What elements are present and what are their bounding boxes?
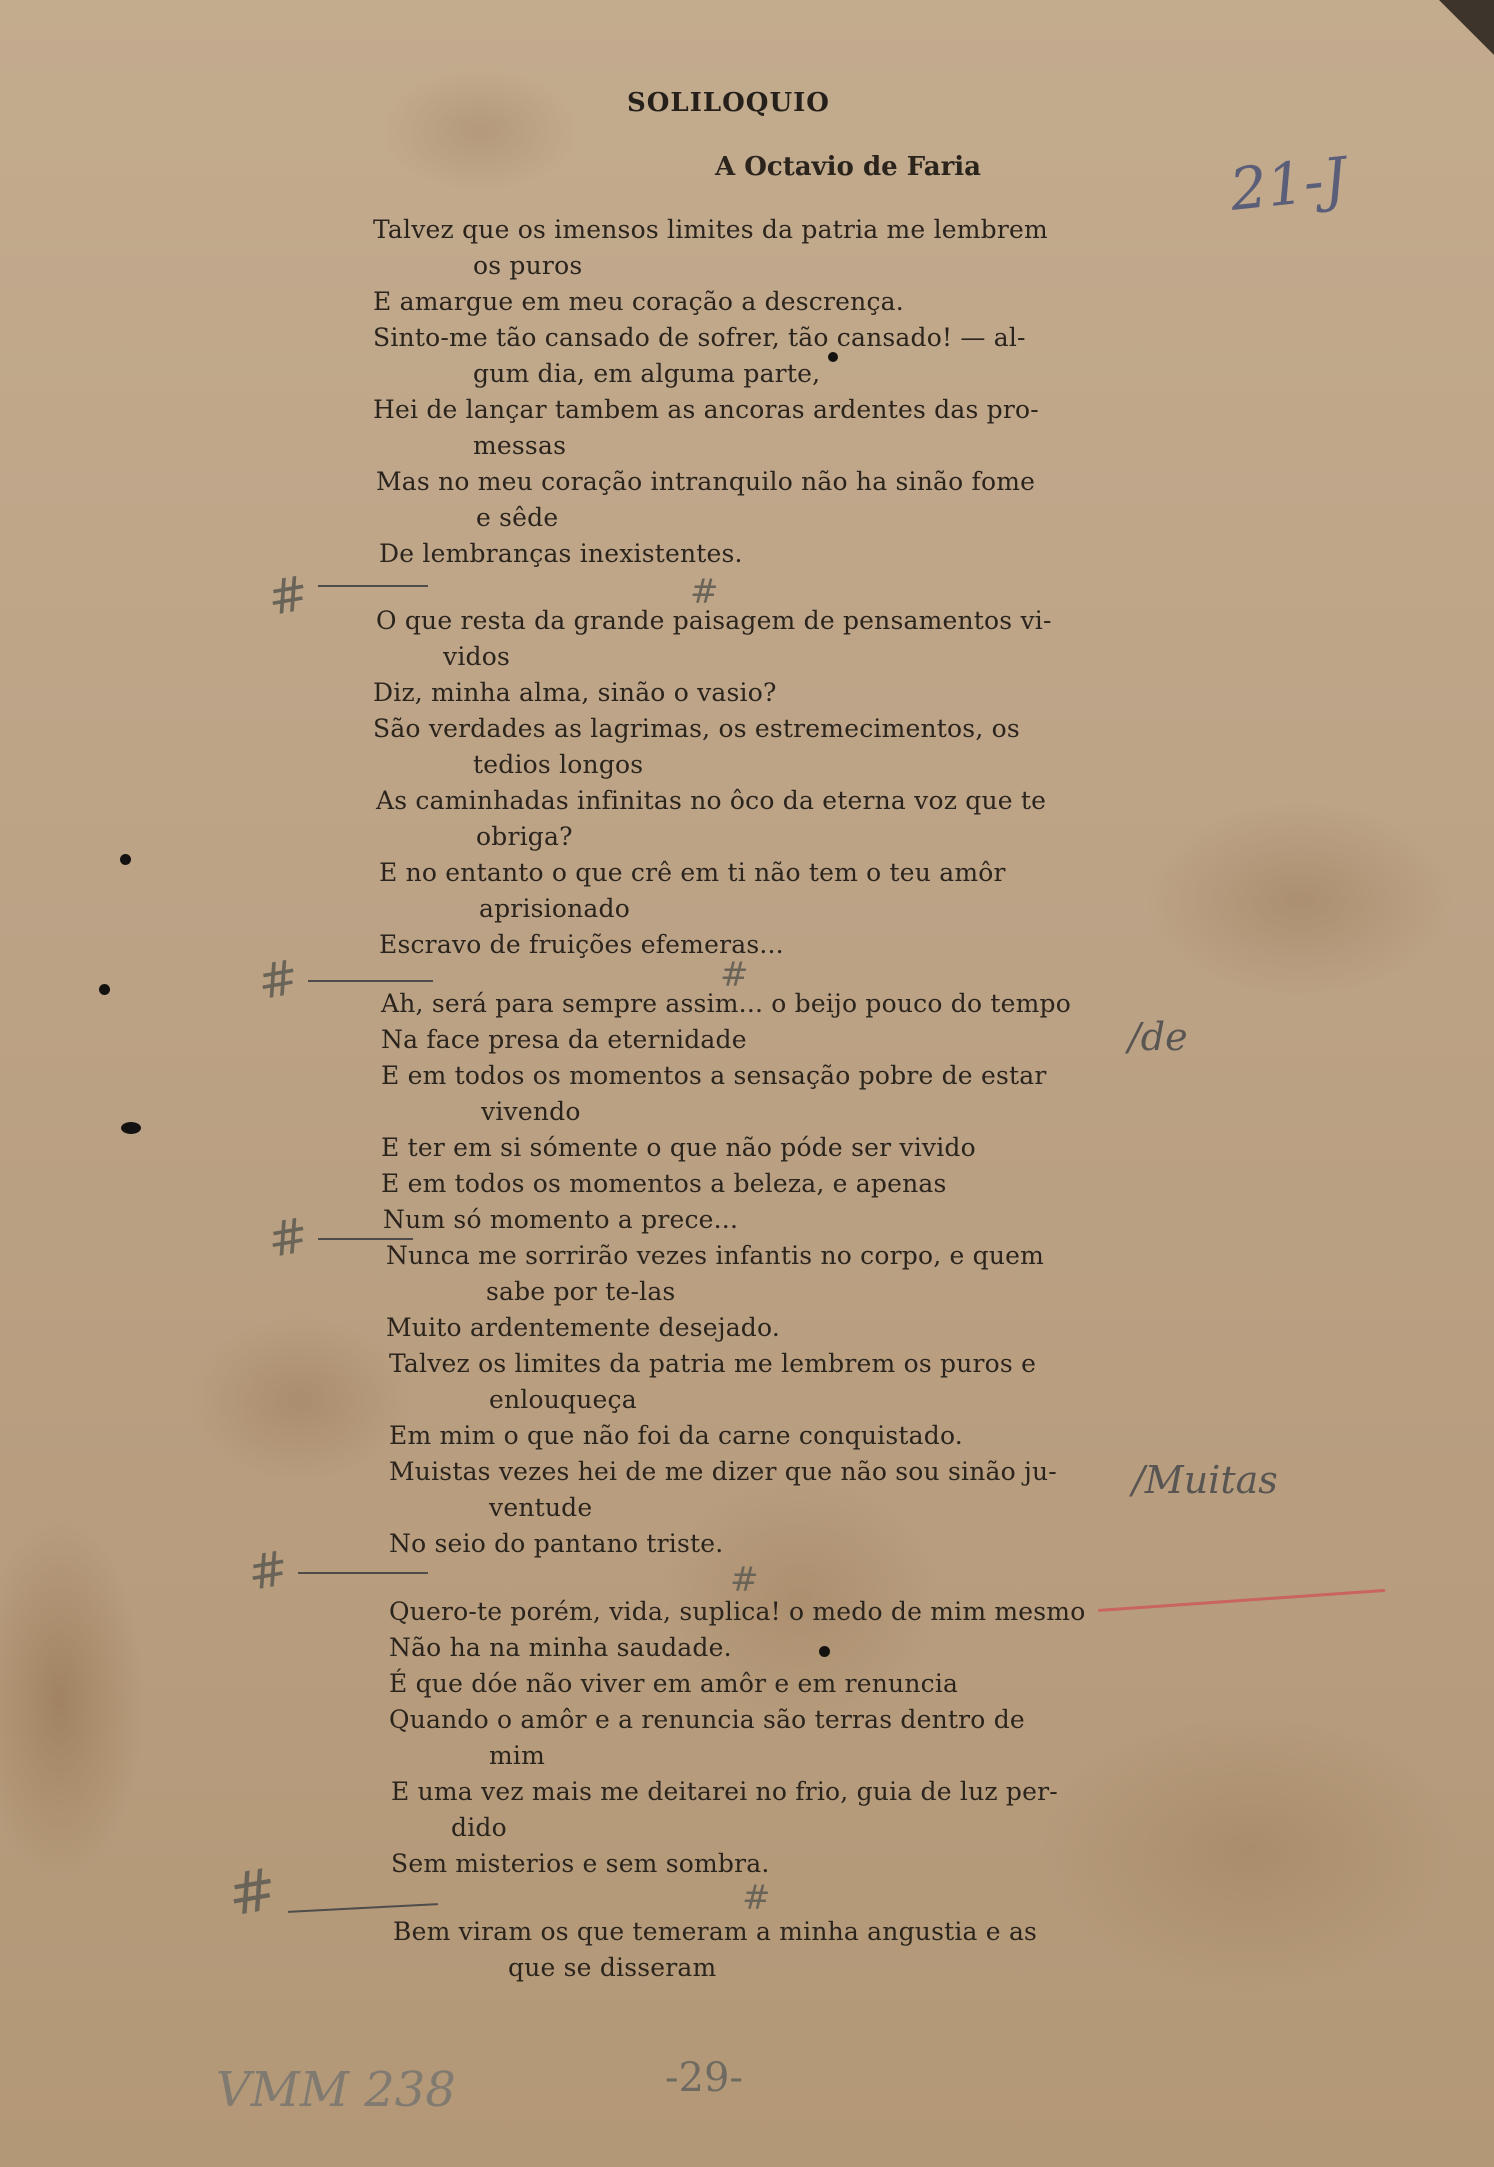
poem-line: Nunca me sorrirão vezes infantis no corpo, e quem	[386, 1241, 1045, 1270]
poem-line: Hei de lançar tambem as ancoras ardentes das pro-	[373, 395, 1039, 424]
catalog-note: 21-J	[1226, 144, 1350, 224]
stanza-mark-icon: #	[742, 1878, 771, 1918]
poem-line: ventude	[489, 1493, 593, 1522]
poem-line: E no entanto o que crê em ti não tem o teu amôr	[379, 858, 1006, 887]
stanza-divider	[288, 1903, 438, 1913]
poem-line: Sem misterios e sem sombra.	[391, 1849, 770, 1878]
poem-line: Mas no meu coração intranquilo não ha sinão fome	[376, 467, 1036, 496]
poem-line: enlouqueça	[489, 1385, 637, 1414]
poem-line: Quando o amôr e a renuncia são terras dentro de	[389, 1705, 1025, 1734]
poem-line: Quero-te porém, vida, suplica! o medo de mim mesmo	[389, 1597, 1086, 1626]
ink-dot	[120, 854, 131, 865]
stanza-mark-icon: #	[690, 572, 719, 612]
poem-line: e sêde	[476, 503, 559, 532]
archive-call-number: VMM 238	[216, 2062, 456, 2118]
poem-line: São verdades as lagrimas, os estremecimentos, os	[373, 714, 1020, 743]
ink-dot	[121, 1122, 141, 1134]
poem-line: E em todos os momentos a sensação pobre de estar	[381, 1061, 1047, 1090]
poem-line: Bem viram os que temeram a minha angustia e as	[393, 1917, 1038, 1946]
poem-line: Escravo de fruições efemeras...	[379, 930, 784, 959]
poem-line: É que dóe não viver em amôr e em renuncia	[389, 1669, 959, 1698]
poem-line: obriga?	[476, 822, 573, 851]
stanza-divider	[298, 1572, 428, 1574]
poem-line: Num só momento a prece...	[383, 1205, 739, 1234]
stanza-mark-icon: #	[222, 1854, 283, 1930]
stanza-divider	[318, 1238, 413, 1240]
stanza-mark-icon: #	[263, 564, 313, 628]
poem-line: Ah, será para sempre assim... o beijo pouco do tempo	[381, 989, 1071, 1018]
ink-dot	[819, 1646, 830, 1657]
poem-line: Talvez que os imensos limites da patria me lembrem	[373, 215, 1048, 244]
red-pencil-underline	[1098, 1589, 1386, 1612]
margin-correction-de: /de	[1128, 1015, 1188, 1059]
poem-line: messas	[473, 431, 567, 460]
poem-title: SOLILOQUIO	[627, 88, 830, 118]
poem-line: que se disseram	[508, 1953, 717, 1982]
stanza-mark-icon: #	[253, 948, 303, 1012]
poem-line: E uma vez mais me deitarei no frio, guia de luz per-	[391, 1777, 1058, 1806]
poem-line: mim	[489, 1741, 546, 1770]
stanza-mark-icon: #	[263, 1206, 313, 1270]
poem-line: vidos	[443, 642, 511, 671]
poem-line: sabe por te-las	[486, 1277, 676, 1306]
poem-line: Diz, minha alma, sinão o vasio?	[373, 678, 777, 707]
poem-line: Em mim o que não foi da carne conquistado.	[389, 1421, 963, 1450]
torn-corner	[1439, 0, 1494, 55]
poem-line: dido	[451, 1813, 507, 1842]
poem-line: Talvez os limites da patria me lembrem os puros e	[389, 1349, 1037, 1378]
margin-correction-muitas: /Muitas	[1132, 1458, 1278, 1502]
poem-line: tedios longos	[473, 750, 644, 779]
poem-line: No seio do pantano triste.	[389, 1529, 724, 1558]
page-number: -29-	[665, 2055, 743, 2101]
stanza-divider	[308, 980, 433, 982]
poem-line: O que resta da grande paisagem de pensamentos vi-	[376, 606, 1052, 635]
poem-line: As caminhadas infinitas no ôco da eterna voz que te	[376, 786, 1047, 815]
ink-dot	[828, 352, 838, 362]
poem-line: De lembranças inexistentes.	[379, 539, 743, 568]
poem-line: aprisionado	[479, 894, 630, 923]
poem-line: os puros	[473, 251, 583, 280]
ink-dot	[99, 984, 110, 995]
poem-line: E em todos os momentos a beleza, e apenas	[381, 1169, 947, 1198]
poem-line: Sinto-me tão cansado de sofrer, tão cansado! — al-	[373, 323, 1026, 352]
stanza-divider	[318, 585, 428, 587]
stanza-mark-icon: #	[730, 1560, 759, 1600]
poem-line: E ter em si sómente o que não póde ser vivido	[381, 1133, 976, 1162]
poem-line: Muistas vezes hei de me dizer que não sou sinão ju-	[389, 1457, 1057, 1486]
poem-line: gum dia, em alguma parte,	[473, 359, 821, 388]
poem-line: Não ha na minha saudade.	[389, 1633, 732, 1662]
poem-line: Na face presa da eternidade	[381, 1025, 747, 1054]
poem-dedication: A Octavio de Faria	[715, 152, 982, 182]
poem-line: E amargue em meu coração a descrença.	[373, 287, 904, 316]
stanza-mark-icon: #	[243, 1539, 293, 1603]
poem-line: vivendo	[481, 1097, 581, 1126]
stanza-mark-icon: #	[720, 955, 749, 995]
poem-line: Muito ardentemente desejado.	[386, 1313, 780, 1342]
